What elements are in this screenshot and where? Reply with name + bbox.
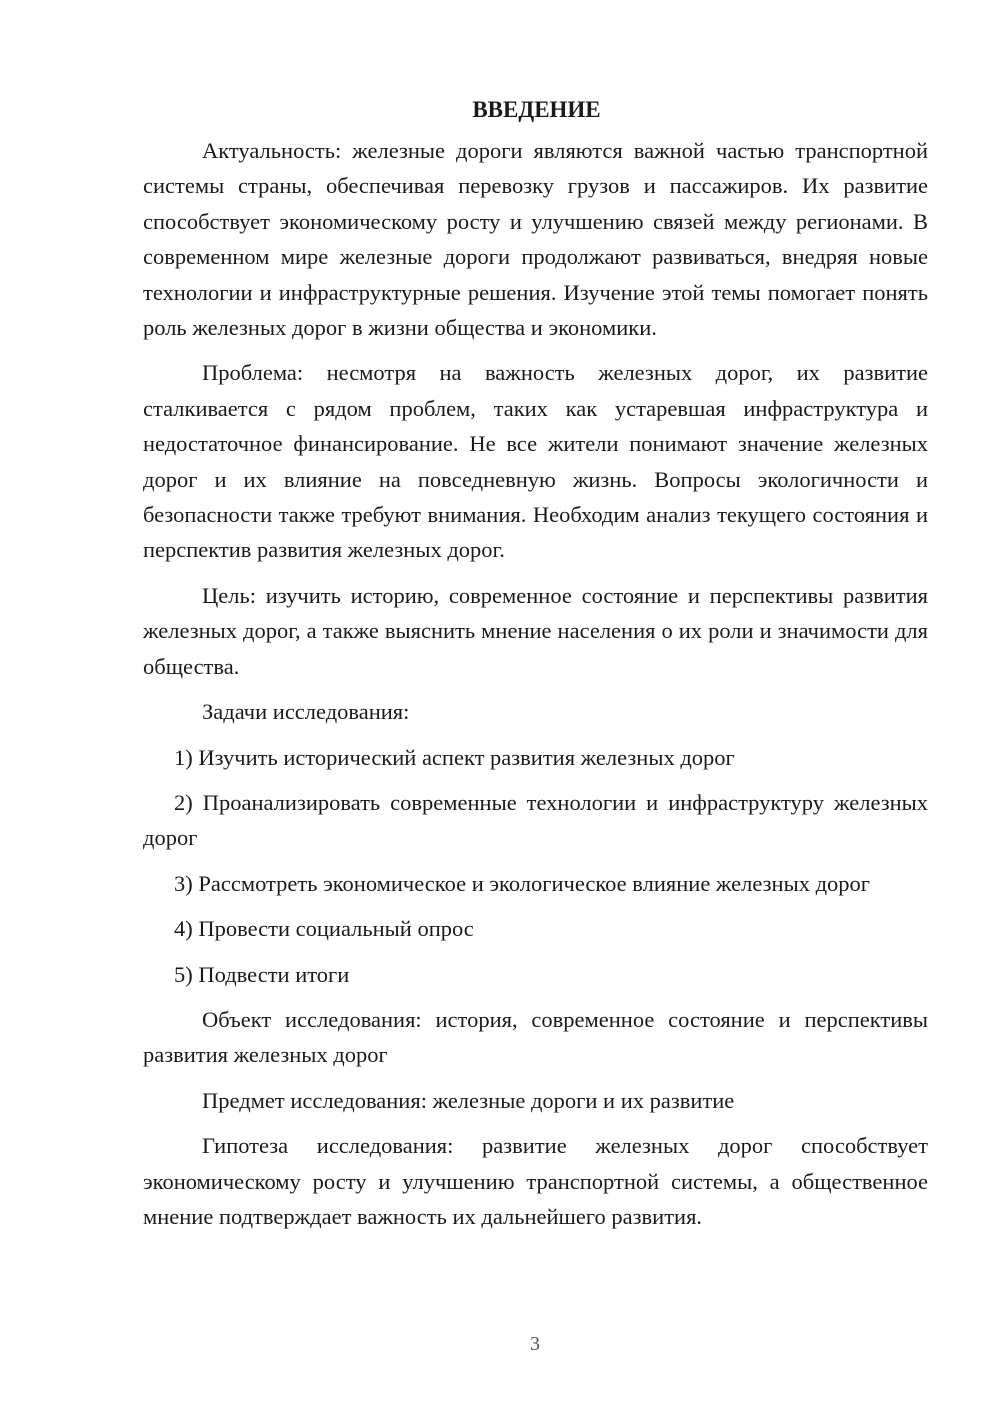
paragraph-goal: Цель: изучить историю, современное состояние и перспективы развития железных дорог, а также выяснить мнение населения о их роли и значимости для общества. [143, 582, 928, 679]
document-page [143, 92, 928, 1244]
paragraph-tasks-intro: Задачи исследования: [202, 699, 410, 725]
task-item: 1) Изучить исторический аспект развития железных дорог [174, 744, 735, 770]
paragraph-hypothesis: Гипотеза исследования: развитие железных дорог способствует экономическому росту и улучшению транспортной системы, а общественное мнение подтверждает важность их дальнейшего развития. [143, 1133, 928, 1229]
task-item: 5) Подвести итоги [174, 961, 350, 987]
task-item: 2) Проанализировать современные технологии и инфраструктуру железных дорог [143, 789, 928, 851]
task-item: 3) Рассмотреть экономическое и экологическое влияние железных дорог [174, 870, 871, 896]
paragraph-object: Объект исследования: история, современное состояние и перспективы развития железных дорог [143, 1006, 928, 1068]
paragraph-problem: Проблема: несмотря на важность железных дорог, их развитие сталкивается с рядом проблем, таких как устаревшая инфраструктура и недостаточное финансирование. Не все жители понимают значение железных дорог и их влияние на повседневную жизнь. Вопросы экологичности и безопасности также требуют внимания. Необходим анализ текущего состояния и перспектив развития железных дорог. [143, 360, 928, 563]
page-number: 3 [530, 1333, 540, 1355]
section-heading: ВВЕДЕНИЕ [472, 97, 601, 122]
paragraph-relevance: Актуальность: железные дороги являются важной частью транспортной системы страны, обеспечивая перевозку грузов и пассажиров. Их развитие способствует экономическому росту и улучшению связей между регионами. В современном мире железные дороги продолжают развиваться, внедряя новые технологии и инфраструктурные решения. Изучение этой темы помогает понять роль железных дорог в жизни общества и экономики. [143, 138, 928, 341]
paragraph-subject: Предмет исследования: железные дороги и их развитие [202, 1087, 735, 1113]
task-item: 4) Провести социальный опрос [174, 916, 474, 942]
